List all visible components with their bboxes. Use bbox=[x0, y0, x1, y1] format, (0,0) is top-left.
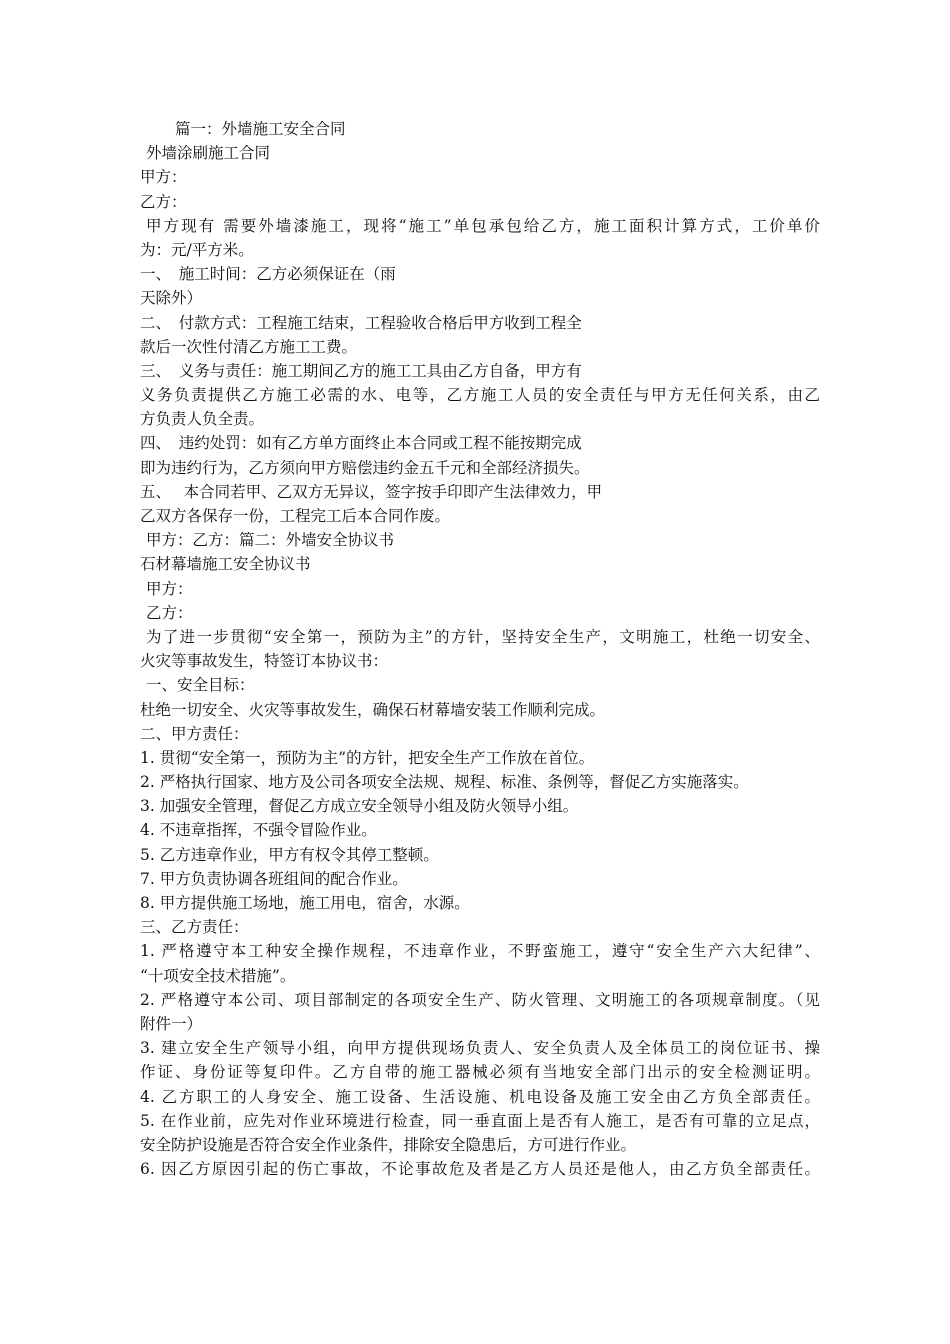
text-line: 三、 义务与责任：施工期间乙方的施工工具由乙方自备，甲方有 bbox=[140, 361, 582, 380]
text-line: 2. 严格执行国家、地方及公司各项安全法规、规程、标准、条例等，督促乙方实施落实。 bbox=[140, 773, 749, 792]
text-line: 外墙涂刷施工合同 bbox=[146, 144, 271, 163]
text-line: 甲方：乙方：篇二：外墙安全协议书 bbox=[146, 531, 395, 550]
text-line: 4. 乙方职工的人身安全、施工设备、生活设施、机电设备及施工安全由乙方负全部责任。 bbox=[140, 1087, 820, 1106]
text-line: 石材幕墙施工安全协议书 bbox=[140, 555, 311, 574]
text-line: 5. 在作业前，应先对作业环境进行检查，同一垂直面上是否有人施工，是否有可靠的立足点， bbox=[140, 1111, 820, 1130]
text-line: 安全防护设施是否符合安全作业条件，排除安全隐患后，方可进行作业。 bbox=[140, 1135, 637, 1154]
text-line: 五、 本合同若甲、乙双方无异议，签字按手印即产生法律效力，甲 bbox=[140, 482, 603, 501]
text-line: 一、 施工时间：乙方必须保证在（雨 bbox=[140, 265, 396, 284]
text-line: 为了进一步贯彻“安全第一，预防为主”的方针，坚持安全生产，文明施工，杜绝一切安全、 bbox=[146, 627, 820, 646]
text-line: 乙方： bbox=[146, 603, 193, 622]
text-line: 3. 加强安全管理，督促乙方成立安全领导小组及防火领导小组。 bbox=[140, 797, 579, 816]
text-line: 1. 严格遵守本工种安全操作规程，不违章作业，不野蛮施工，遵守“安全生产六大纪律”、 bbox=[140, 942, 820, 961]
text-line: 甲方现有 需要外墙漆施工，现将“施工”单包承包给乙方，施工面积计算方式，工价单价 bbox=[146, 216, 820, 235]
text-line: 为：元/平方米。 bbox=[140, 240, 254, 259]
text-line: 义务负责提供乙方施工必需的水、电等，乙方施工人员的安全责任与甲方无任何关系，由乙 bbox=[140, 386, 820, 405]
text-line: 作证、身份证等复印件。乙方自带的施工器械必须有当地安全部门出示的安全检测证明。 bbox=[140, 1063, 820, 1082]
text-line: 1. 贯彻“安全第一，预防为主”的方针，把安全生产工作放在首位。 bbox=[140, 748, 595, 767]
text-line: 乙双方各保存一份，工程完工后本合同作废。 bbox=[140, 507, 451, 525]
text-line: 4. 不违章指挥，不强令冒险作业。 bbox=[140, 821, 377, 840]
text-line: 甲方： bbox=[146, 579, 193, 598]
text-line: 5. 乙方违章作业，甲方有权令其停工整顿。 bbox=[140, 845, 439, 864]
text-line: 2. 严格遵守本公司、项目部制定的各项安全生产、防火管理、文明施工的各项规章制度。（见 bbox=[140, 990, 820, 1009]
text-line: 乙方： bbox=[140, 192, 187, 211]
text-line: 篇一：外墙施工安全合同 bbox=[175, 120, 346, 138]
text-line: 二、 付款方式：工程施工结束，工程验收合格后甲方收到工程全 bbox=[140, 313, 582, 332]
text-line: 一、安全目标： bbox=[146, 676, 255, 695]
text-line: 即为违约行为，乙方须向甲方赔偿违约金五千元和全部经济损失。 bbox=[140, 458, 590, 477]
text-line: 四、 违约处罚：如有乙方单方面终止本合同或工程不能按期完成 bbox=[140, 434, 582, 453]
text-line: 三、乙方责任： bbox=[140, 918, 249, 937]
text-line: 火灾等事故发生，特签订本协议书： bbox=[140, 652, 389, 671]
text-line: 附件一） bbox=[140, 1014, 203, 1033]
text-line: 款后一次性付清乙方施工工费。 bbox=[140, 337, 358, 356]
document-page bbox=[140, 117, 820, 1181]
text-line: “十项安全技术措施”。 bbox=[140, 966, 296, 985]
text-line: 杜绝一切安全、火灾等事故发生，确保石材幕墙安装工作顺利完成。 bbox=[140, 700, 606, 719]
text-line: 8. 甲方提供施工场地，施工用电，宿舍，水源。 bbox=[140, 894, 470, 912]
text-line: 甲方： bbox=[140, 168, 187, 187]
text-line: 6. 因乙方原因引起的伤亡事故，不论事故危及者是乙方人员还是他人，由乙方负全部责任。 bbox=[140, 1160, 820, 1179]
text-line: 二、甲方责任： bbox=[140, 724, 249, 743]
text-line: 7. 甲方负责协调各班组间的配合作业。 bbox=[140, 869, 408, 888]
text-line: 方负责人负全责。 bbox=[140, 410, 265, 429]
text-line: 3. 建立安全生产领导小组，向甲方提供现场负责人、安全负责人及全体员工的岗位证书、操 bbox=[140, 1039, 820, 1058]
text-line: 天除外） bbox=[140, 289, 203, 308]
